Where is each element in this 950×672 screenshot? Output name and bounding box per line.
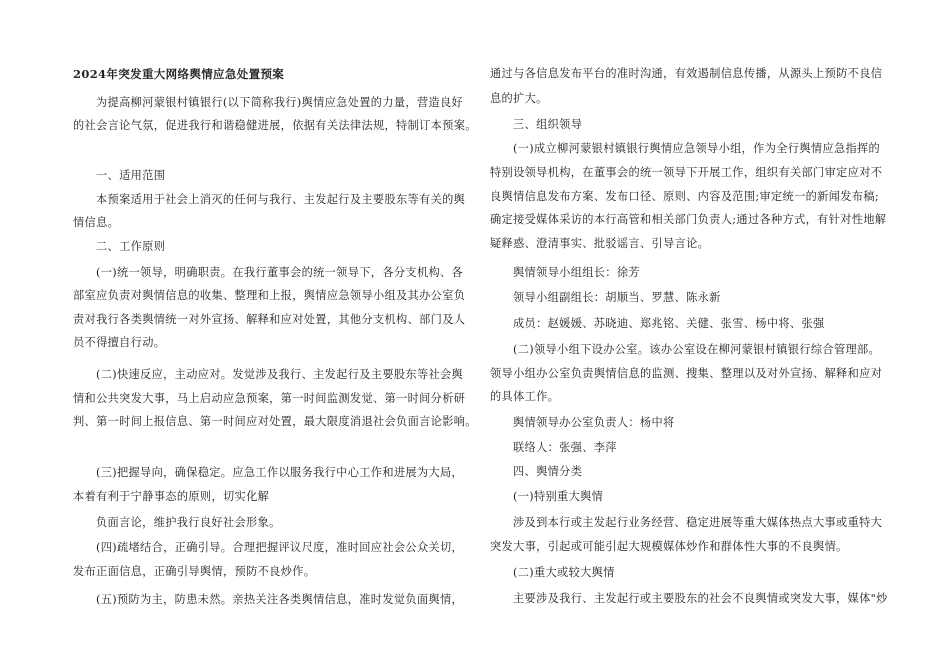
- paragraph-line: 本预案适用于社会上消灭的任何与我行、主发起行及主要股东等有关的舆: [96, 193, 466, 206]
- paragraph-line: 良舆情信息发布方案、发布口径、原则、内容及范围;审定统一的新闻发布稿;: [490, 190, 879, 203]
- section-heading: 二、工作原则: [96, 240, 166, 253]
- paragraph-line: 判、第一时间上报信息、第一时间应对处置，最大限度消退社会负面言论影响。: [73, 415, 477, 428]
- paragraph-line: 员不得擅自行动。: [73, 336, 166, 349]
- section-heading: 一、适用范围: [96, 169, 166, 182]
- paragraph-line: (二)快速反应，主动应对。发觉涉及我行、主发起行及主要股东等社会舆: [96, 368, 464, 381]
- paragraph-line: (四)疏堵结合，正确引导。合理把握评议尺度，准时回应社会公众关切，: [96, 541, 464, 554]
- paragraph-line: 涉及到本行或主发起行业务经营、稳定进展等重大媒体热点大事或重特大: [513, 516, 883, 529]
- paragraph-line: 负面言论，维护我行良好社会形象。: [96, 516, 281, 529]
- paragraph-line: 部室应负责对舆情信息的收集、整理和上报，舆情应急领导小组及其办公室负: [73, 289, 466, 302]
- paragraph-line: (五)预防为主，防患未然。亲热关注各类舆情信息，准时发觉负面舆情，: [96, 593, 464, 606]
- paragraph-line: 通过与各信息发布平台的准时沟通，有效遏制信息传播，从源头上预防不良信: [490, 67, 883, 80]
- paragraph-line: (三)把握导向，确保稳定。应急工作以服务我行中心工作和进展为大局，: [96, 466, 464, 479]
- paragraph-line: (二)重大或较大舆情: [513, 566, 615, 579]
- paragraph-line: 疑释惑、澄清事实、批驳谣言、引导言论。: [490, 237, 710, 250]
- paragraph-line: 舆情领导办公室负责人：杨中将: [513, 416, 675, 429]
- paragraph-line: 的社会言论气氛，促进我行和谐稳健进展，依据有关法律法规，特制订本预案。: [73, 119, 477, 132]
- paragraph-line: 特别设领导机构，在董事会的统一领导下开展工作，组织有关部门审定应对不: [490, 166, 883, 179]
- paragraph-line: 情信息。: [73, 216, 120, 229]
- paragraph-line: 为提高柳河蒙银村镇银行(以下简称我行)舆情应急处置的力量，营造良好: [96, 96, 464, 109]
- paragraph-line: 领导小组副组长：胡顺当、罗慧、陈永新: [513, 291, 721, 304]
- paragraph-line: (一)统一领导，明确职责。在我行董事会的统一领导下，各分支机构、各: [96, 266, 464, 279]
- paragraph-line: 的具体工作。: [490, 390, 560, 403]
- paragraph-line: 发布正面信息，正确引导舆情，预防不良炒作。: [73, 565, 316, 578]
- paragraph-line: (一)特别重大舆情: [513, 490, 604, 503]
- document-title: 2024年突发重大网络舆情应急处置预案: [73, 67, 285, 81]
- paragraph-line: 突发大事，引起或可能引起大规模媒体炒作和群体性大事的不良舆情。: [490, 540, 848, 553]
- paragraph-line: (二)领导小组下设办公室。该办公室设在柳河蒙银村镇银行综合管理部。: [513, 343, 881, 356]
- paragraph-line: 情和公共突发大事，马上启动应急预案，第一时间监测发觉、第一时间分析研: [73, 392, 466, 405]
- paragraph-line: 成员：赵媛媛、苏晓迪、郑兆铭、关健、张雪、杨中将、张强: [513, 317, 825, 330]
- paragraph-line: 本着有利于宁静事态的原则，切实化解: [73, 490, 270, 503]
- paragraph-line: 息的扩大。: [490, 92, 548, 105]
- paragraph-line: 主要涉及我行、主发起行或主要股东的社会不良舆情或突发大事，媒体"炒: [513, 592, 888, 605]
- paragraph-line: 联络人：张强、李萍: [513, 441, 617, 454]
- paragraph-line: (一)成立柳河蒙银村镇银行舆情应急领导小组，作为全行舆情应急指挥的: [513, 142, 881, 155]
- section-heading: 三、组织领导: [513, 118, 583, 131]
- paragraph-line: 舆情领导小组组长：徐芳: [513, 266, 640, 279]
- section-heading: 四、舆情分类: [513, 465, 583, 478]
- paragraph-line: 确定接受媒体采访的本行高管和相关部门负责人;通过各种方式，有针对性地解: [490, 213, 887, 226]
- paragraph-line: 责对我行各类舆情统一对外宣扬、解释和应对处置，其他分支机构、部门及人: [73, 313, 466, 326]
- paragraph-line: 领导小组办公室负责舆情信息的监测、搜集、整理以及对外宣扬、解释和应对: [490, 367, 883, 380]
